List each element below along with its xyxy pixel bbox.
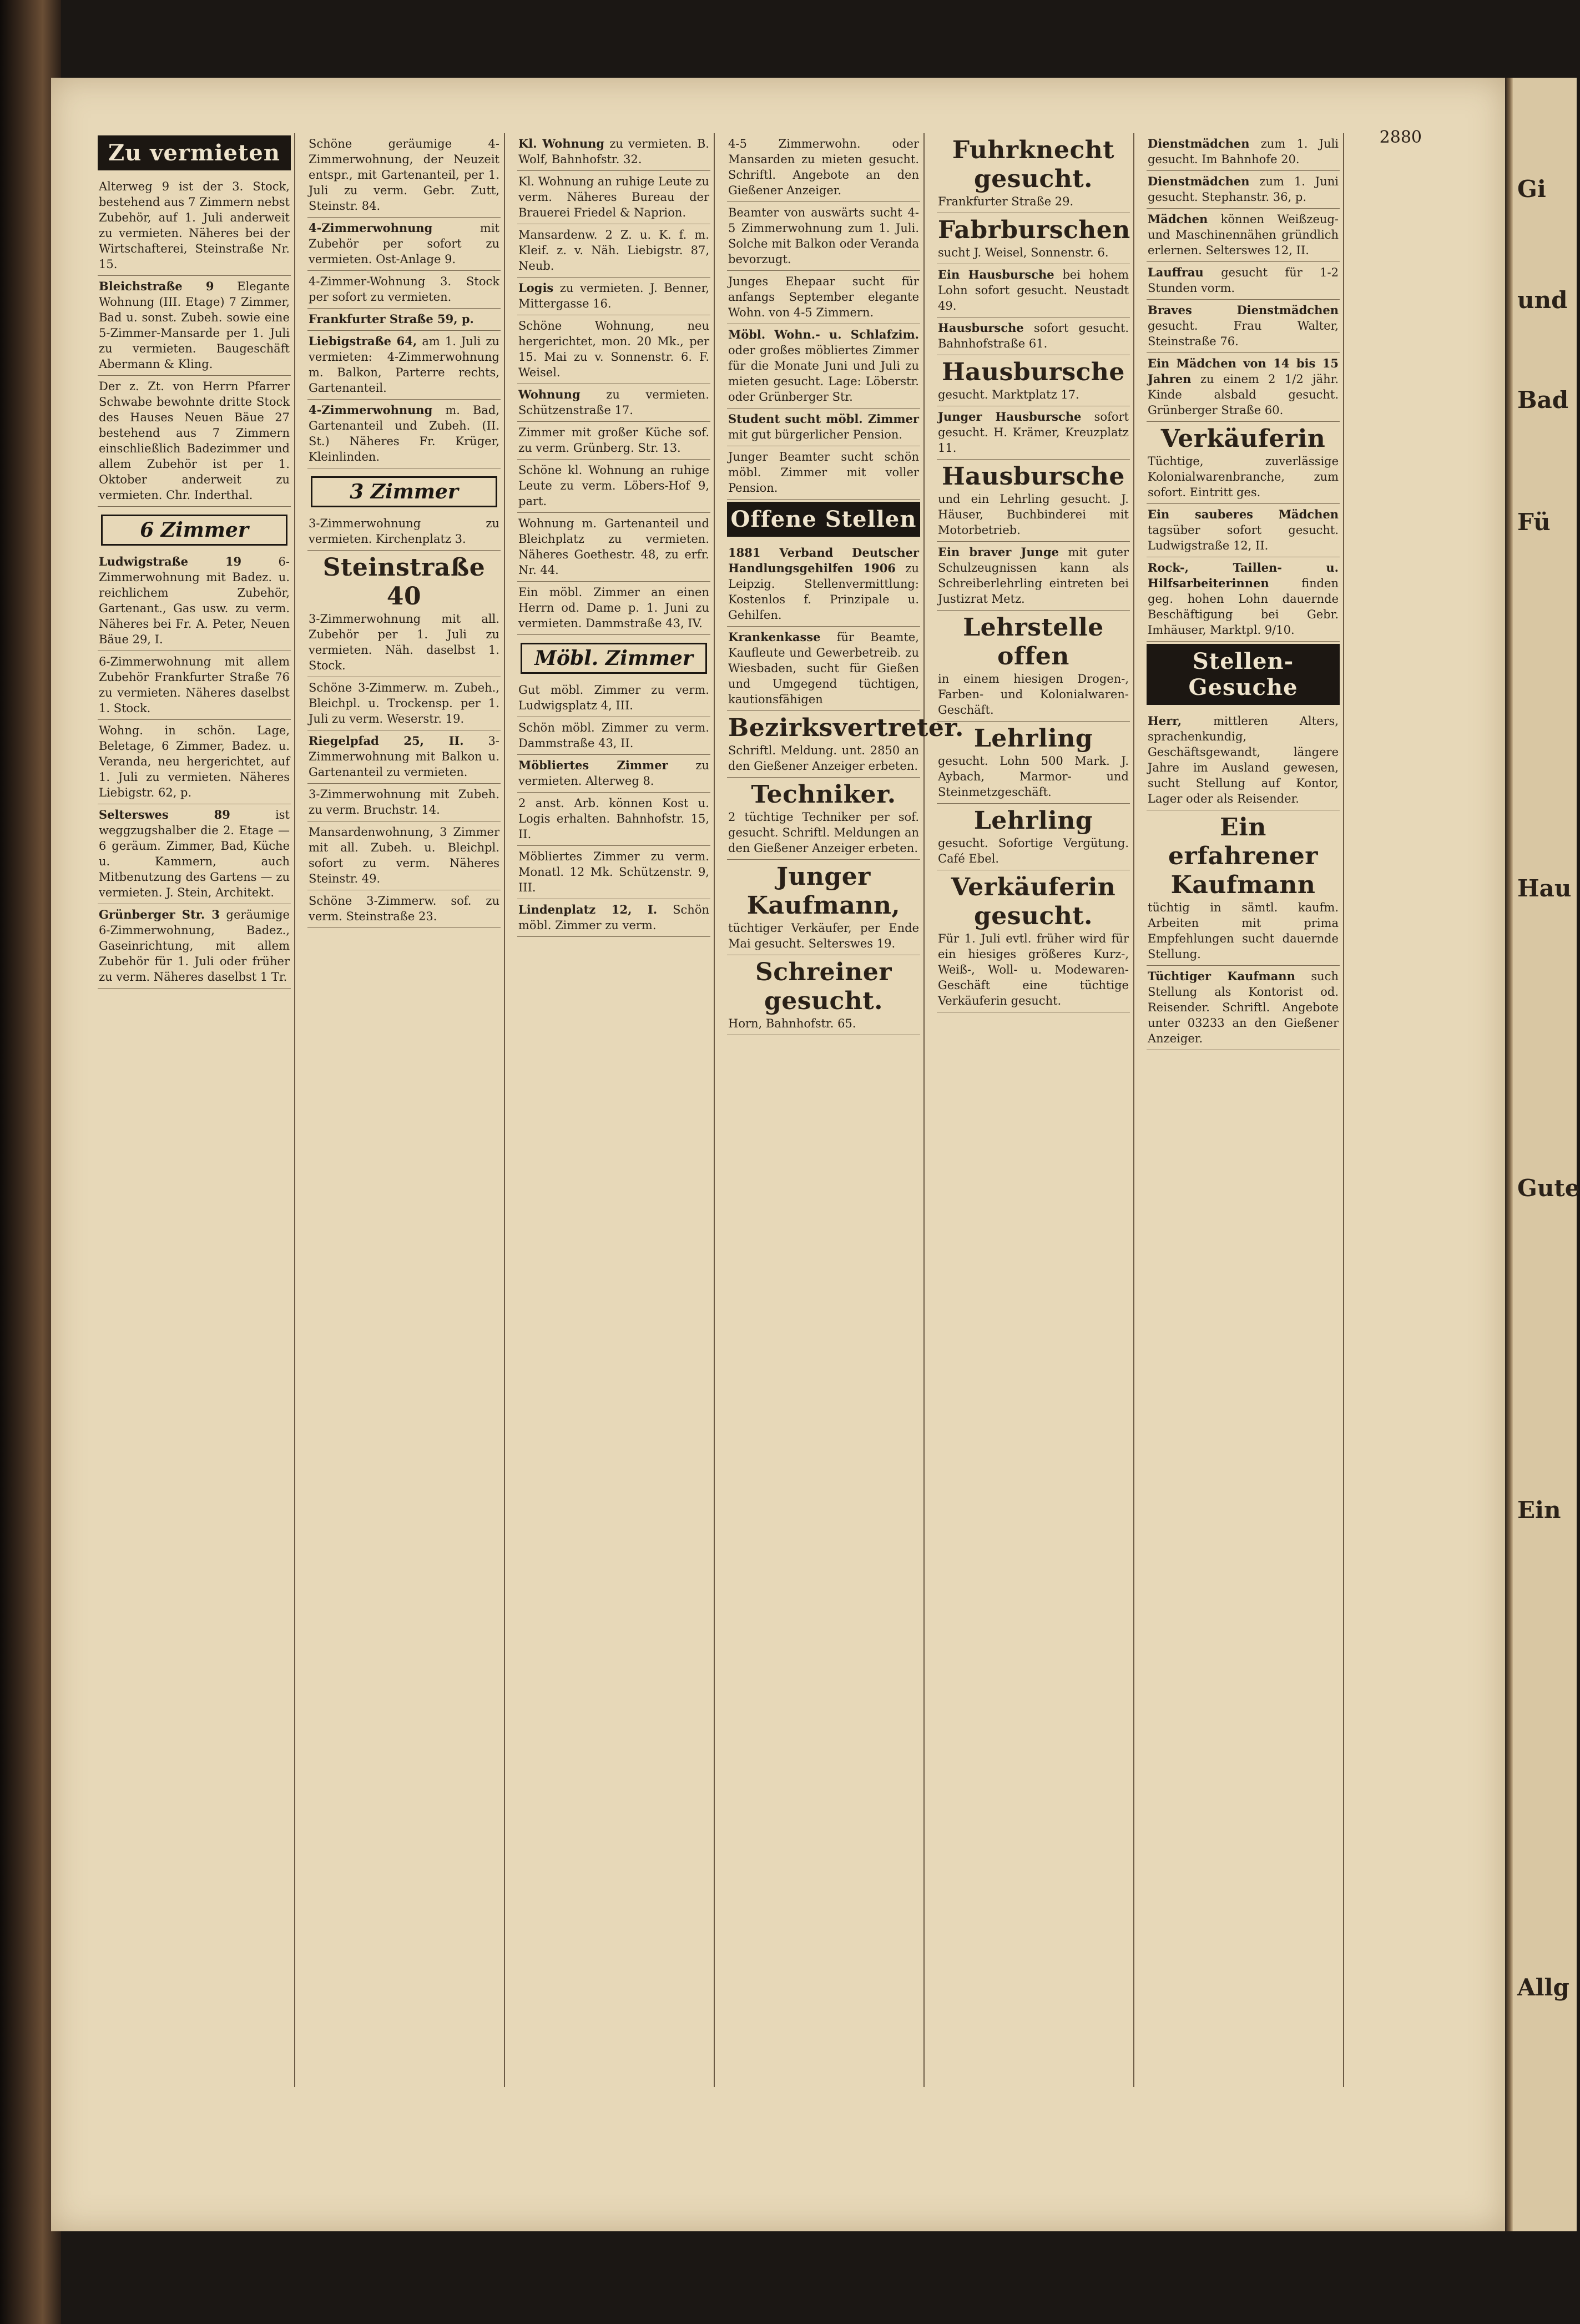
- classified-ad: Verkäuferin gesucht. Für 1. Juli evtl. früher wird für ein hiesiges größeres Kurz-, Weiß-, Woll- u. Modewaren-Geschäft eine tüchtige Verkäuferin gesucht.: [937, 870, 1130, 1012]
- adjacent-page-fragment: [1505, 78, 1580, 2231]
- fragment-text: Ein: [1517, 1496, 1561, 1524]
- column-6: [1143, 133, 1344, 2087]
- section-heading-stellen-gesuche: Stellen-Gesuche: [1147, 644, 1340, 705]
- classified-ad: Dienstmädchen zum 1. Juni gesucht. Stephanstr. 36, p.: [1147, 171, 1340, 209]
- classified-ad: Techniker. 2 tüchtige Techniker per sof. gesucht. Schriftl. Meldungen an den Gießener Anzeiger erbeten.: [727, 778, 920, 860]
- classified-ad: Hausbursche sofort gesucht. Bahnhofstraße 61.: [937, 317, 1130, 355]
- fragment-text: Fü: [1517, 508, 1551, 536]
- classified-ad: 3-Zimmerwohnung mit Zubeh. zu verm. Bruchstr. 14.: [307, 784, 501, 821]
- classified-ad: Riegelpfad 25, II. 3-Zimmerwohnung mit Balkon u. Gartenanteil zu vermieten.: [307, 730, 501, 784]
- classified-ad: Möbliertes Zimmer zu verm. Monatl. 12 Mk. Schützenstr. 9, III.: [517, 846, 710, 899]
- classified-ad: Ein Mädchen von 14 bis 15 Jahren zu einem 2 1/2 jähr. Kinde alsbald gesucht. Grünberger Straße 60.: [1147, 353, 1340, 422]
- section-heading-offene-stellen: Offene Stellen: [727, 502, 920, 537]
- classified-ad: Bleichstraße 9 Elegante Wohnung (III. Etage) 7 Zimmer, Bad u. sonst. Zubeh. sowie eine 5-Zimmer-Mansarde per 1. Juli zu vermieten. Baugeschäft Abermann & Kling.: [98, 276, 291, 376]
- classified-ad: Lauffrau gesucht für 1-2 Stunden vorm.: [1147, 262, 1340, 300]
- classified-ad: Alterweg 9 ist der 3. Stock, bestehend aus 7 Zimmern nebst Zubehör, auf 1. Juli anderweit zu vermieten. Näheres bei der Wirtschafterei, Steinstraße Nr. 15.: [98, 176, 291, 276]
- subheading-6-zimmer: 6 Zimmer: [101, 515, 287, 546]
- classified-ad: Logis zu vermieten. J. Benner, Mittergasse 16.: [517, 278, 710, 315]
- classified-ad: Möbliertes Zimmer zu vermieten. Alterweg 8.: [517, 755, 710, 793]
- classified-ad: Herr, mittleren Alters, sprachenkundig, Geschäftsgewandt, längere Jahre im Ausland gewesen, sucht Stellung auf Kontor, Lager oder als Reisender.: [1147, 710, 1340, 810]
- classified-ad: Mansardenwohnung, 3 Zimmer mit all. Zubeh. u. Bleichpl. sofort zu verm. Näheres Steinstr. 49.: [307, 821, 501, 890]
- column-5: [933, 133, 1134, 2087]
- classified-ad: Junger Kaufmann, tüchtiger Verkäufer, per Ende Mai gesucht. Selterswes 19.: [727, 860, 920, 955]
- classified-ad: Schöne 3-Zimmerw. m. Zubeh., Bleichpl. u. Trockensp. per 1. Juli zu verm. Weserstr. 19.: [307, 677, 501, 730]
- classified-ad: Schön möbl. Zimmer zu verm. Dammstraße 43, II.: [517, 717, 710, 755]
- fragment-text: Gute: [1517, 1174, 1580, 1202]
- classified-ad: Frankfurter Straße 59, p.: [307, 309, 501, 331]
- column-2: [304, 133, 505, 2087]
- classified-ad: Hausbursche gesucht. Marktplatz 17.: [937, 355, 1130, 406]
- classified-ad: Hausbursche und ein Lehrling gesucht. J. Häuser, Buchbinderei mit Motorbetrieb.: [937, 460, 1130, 542]
- classified-ad: Bezirksvertreter. Schriftl. Meldung. unt. 2850 an den Gießener Anzeiger erbeten.: [727, 711, 920, 778]
- section-heading-zu-vermieten: Zu vermieten: [98, 135, 291, 170]
- classified-ad: 2 anst. Arb. können Kost u. Logis erhalten. Bahnhofstr. 15, II.: [517, 793, 710, 846]
- classified-ad: 4-Zimmerwohnung m. Bad, Gartenanteil und Zubeh. (II. St.) Näheres Fr. Krüger, Kleinlinden.: [307, 400, 501, 468]
- classified-ad: Lindenplatz 12, I. Schön möbl. Zimmer zu verm.: [517, 899, 710, 937]
- classified-ad: Krankenkasse für Beamte, Kaufleute und Gewerbetreib. zu Wiesbaden, sucht für Gießen und Umgegend tüchtigen, kautionsfähigen: [727, 627, 920, 711]
- classified-ad: Ein Hausbursche bei hohem Lohn sofort gesucht. Neustadt 49.: [937, 264, 1130, 317]
- classified-ad: Junges Ehepaar sucht für anfangs September elegante Wohn. von 4-5 Zimmern.: [727, 271, 920, 324]
- page-number: 2880: [1379, 128, 1422, 147]
- classified-ad: Braves Dienstmädchen gesucht. Frau Walter, Steinstraße 76.: [1147, 300, 1340, 353]
- classified-ad: Gut möbl. Zimmer zu verm. Ludwigsplatz 4, III.: [517, 679, 710, 717]
- classified-ad: Kl. Wohnung zu vermieten. B. Wolf, Bahnhofstr. 32.: [517, 133, 710, 171]
- classified-ad: Lehrstelle offen in einem hiesigen Drogen-, Farben- und Kolonialwaren-Geschäft.: [937, 611, 1130, 722]
- classified-ad: Kl. Wohnung an ruhige Leute zu verm. Näheres Bureau der Brauerei Friedel & Naprion.: [517, 171, 710, 224]
- classified-ad: Zimmer mit großer Küche sof. zu verm. Grünberg. Str. 13.: [517, 422, 710, 460]
- classified-ad: 4-5 Zimmerwohn. oder Mansarden zu mieten gesucht. Schriftl. Angebote an den Gießener Anzeiger.: [727, 133, 920, 202]
- classified-ad: Wohnung m. Gartenanteil und Bleichplatz zu vermieten. Näheres Goethestr. 48, zu erfr. Nr. 44.: [517, 513, 710, 582]
- classified-ad: 6-Zimmerwohnung mit allem Zubehör Frankfurter Straße 76 zu vermieten. Näheres daselbst 1. Stock.: [98, 651, 291, 720]
- fragment-text: Bad: [1517, 386, 1569, 414]
- classified-ad: Mansardenw. 2 Z. u. K. f. m. Kleif. z. v. Näh. Liebigstr. 87, Neub.: [517, 224, 710, 278]
- fragment-text: und: [1517, 286, 1568, 314]
- classified-ad: 4-Zimmer-Wohnung 3. Stock per sofort zu vermieten.: [307, 271, 501, 309]
- classified-ad: Fuhrknecht gesucht. Frankfurter Straße 29.: [937, 133, 1130, 213]
- classified-ad: 1881 Verband Deutscher Handlungsgehilfen 1906 zu Leipzig. Stellenvermittlung: Kostenlos f. Prinzipale u. Gehilfen.: [727, 542, 920, 627]
- classified-ad: Möbl. Wohn.- u. Schlafzim. oder großes möbliertes Zimmer für die Monate Juni und Juli zu mieten gesucht. Lage: Löberstr. oder Grünberger Str.: [727, 324, 920, 409]
- fragment-text: Gi: [1517, 175, 1546, 203]
- page-gutter: [1505, 78, 1513, 2231]
- classified-ad: 3-Zimmerwohnung zu vermieten. Kirchenplatz 3.: [307, 513, 501, 551]
- classified-ad: Ludwigstraße 19 6-Zimmerwohnung mit Badez. u. reichlichem Zubehör, Gartenant., Gas usw. zu verm. Näheres bei Fr. A. Peter, Neuen Bäue 29, I.: [98, 551, 291, 651]
- subheading-moebl-zimmer: Möbl. Zimmer: [521, 643, 707, 674]
- classified-ad: Ein sauberes Mädchen tagsüber sofort gesucht. Ludwigstraße 12, II.: [1147, 504, 1340, 557]
- classified-ad: Schöne Wohnung, neu hergerichtet, mon. 20 Mk., per 15. Mai zu v. Sonnenstr. 6. F. Weisel.: [517, 315, 710, 384]
- classified-ad: Ein erfahrener Kaufmann tüchtig in sämtl. kaufm. Arbeiten mit prima Empfehlungen sucht dauernde Stellung.: [1147, 810, 1340, 966]
- classified-ad: Beamter von auswärts sucht 4-5 Zimmerwohnung zum 1. Juli. Solche mit Balkon oder Veranda bevorzugt.: [727, 202, 920, 271]
- fragment-text: Allg: [1517, 1974, 1569, 2001]
- classified-ad: Wohnung zu vermieten. Schützenstraße 17.: [517, 384, 710, 422]
- classified-ad: Der z. Zt. von Herrn Pfarrer Schwabe bewohnte dritte Stock des Hauses Neuen Bäue 27 bestehend aus 7 Zimmern einschließlich Badezimmer und allem Zubehör ist per 1. Oktober anderweit zu vermieten. Chr. Inderthal.: [98, 376, 291, 507]
- classified-ad: Ein möbl. Zimmer an einen Herrn od. Dame p. 1. Juni zu vermieten. Dammstraße 43, IV.: [517, 582, 710, 635]
- classified-ad: Grünberger Str. 3 geräumige 6-Zimmerwohnung, Badez., Gaseinrichtung, mit allem Zubehör für 1. Juli oder früher zu verm. Näheres daselbst 1 Tr.: [98, 904, 291, 989]
- classified-ad: Ein braver Junge mit guter Schulzeugnissen kann als Schreiberlehrling eintreten bei Justizrat Metz.: [937, 542, 1130, 611]
- classified-ad: Verkäuferin Tüchtige, zuverlässige Kolonialwarenbranche, zum sofort. Eintritt ges.: [1147, 422, 1340, 504]
- classified-ad: Fabrburschen sucht J. Weisel, Sonnenstr. 6.: [937, 213, 1130, 264]
- classified-ad: Schreiner gesucht. Horn, Bahnhofstr. 65.: [727, 955, 920, 1035]
- classified-ad: Wohng. in schön. Lage, Beletage, 6 Zimmer, Badez. u. Veranda, neu hergerichtet, auf 1. Juli zu vermieten. Näheres Liebigstr. 62, p.: [98, 720, 291, 804]
- classified-ad: Junger Beamter sucht schön möbl. Zimmer mit voller Pension.: [727, 446, 920, 500]
- classified-ad: Schöne kl. Wohnung an ruhige Leute zu verm. Löbers-Hof 9, part.: [517, 460, 710, 513]
- subheading-3-zimmer: 3 Zimmer: [311, 476, 497, 507]
- column-3: [514, 133, 715, 2087]
- column-4: [724, 133, 964, 2087]
- fragment-text: Hau: [1517, 875, 1572, 902]
- classified-ad: Lehrling gesucht. Lohn 500 Mark. J. Aybach, Marmor- und Steinmetzgeschäft.: [937, 722, 1130, 804]
- classified-ad: Schöne 3-Zimmerw. sof. zu verm. Steinstraße 23.: [307, 890, 501, 928]
- classified-ad: Lehrling gesucht. Sofortige Vergütung. Café Ebel.: [937, 804, 1130, 870]
- classified-ad: Liebigstraße 64, am 1. Juli zu vermieten: 4-Zimmerwohnung m. Balkon, Parterre rechts, Gartenanteil.: [307, 331, 501, 400]
- classified-ad: Student sucht möbl. Zimmer mit gut bürgerlicher Pension.: [727, 409, 920, 446]
- classified-ad: Tüchtiger Kaufmann such Stellung als Kontorist od. Reisender. Schriftl. Angebote unter 03233 an den Gießener Anzeiger.: [1147, 966, 1340, 1050]
- classified-ad: Mädchen können Weißzeug- und Maschinennähen gründlich erlernen. Selterswes 12, II.: [1147, 209, 1340, 262]
- column-1: [94, 133, 295, 2087]
- classified-ad: 4-Zimmerwohnung mit Zubehör per sofort zu vermieten. Ost-Anlage 9.: [307, 218, 501, 271]
- classified-ad: Selterswes 89 ist weggzugshalber die 2. Etage — 6 geräum. Zimmer, Bad, Küche u. Kammern, auch Mitbenutzung des Gartens — zu vermieten. J. Stein, Architekt.: [98, 804, 291, 904]
- classified-ad: Steinstraße 40 3-Zimmerwohnung mit all. Zubehör per 1. Juli zu vermieten. Näh. daselbst 1. Stock.: [307, 551, 501, 677]
- classified-ad: Schöne geräumige 4-Zimmerwohnung, der Neuzeit entspr., mit Gartenanteil, per 1. Juli zu verm. Gebr. Zutt, Steinstr. 84.: [307, 133, 501, 218]
- classified-ad: Rock-, Taillen- u. Hilfsarbeiterinnen finden geg. hohen Lohn dauernde Beschäftigung bei Gebr. Imhäuser, Marktpl. 9/10.: [1147, 557, 1340, 642]
- classified-ad: Junger Hausbursche sofort gesucht. H. Krämer, Kreuzplatz 11.: [937, 406, 1130, 460]
- classified-ad: Dienstmädchen zum 1. Juli gesucht. Im Bahnhofe 20.: [1147, 133, 1340, 171]
